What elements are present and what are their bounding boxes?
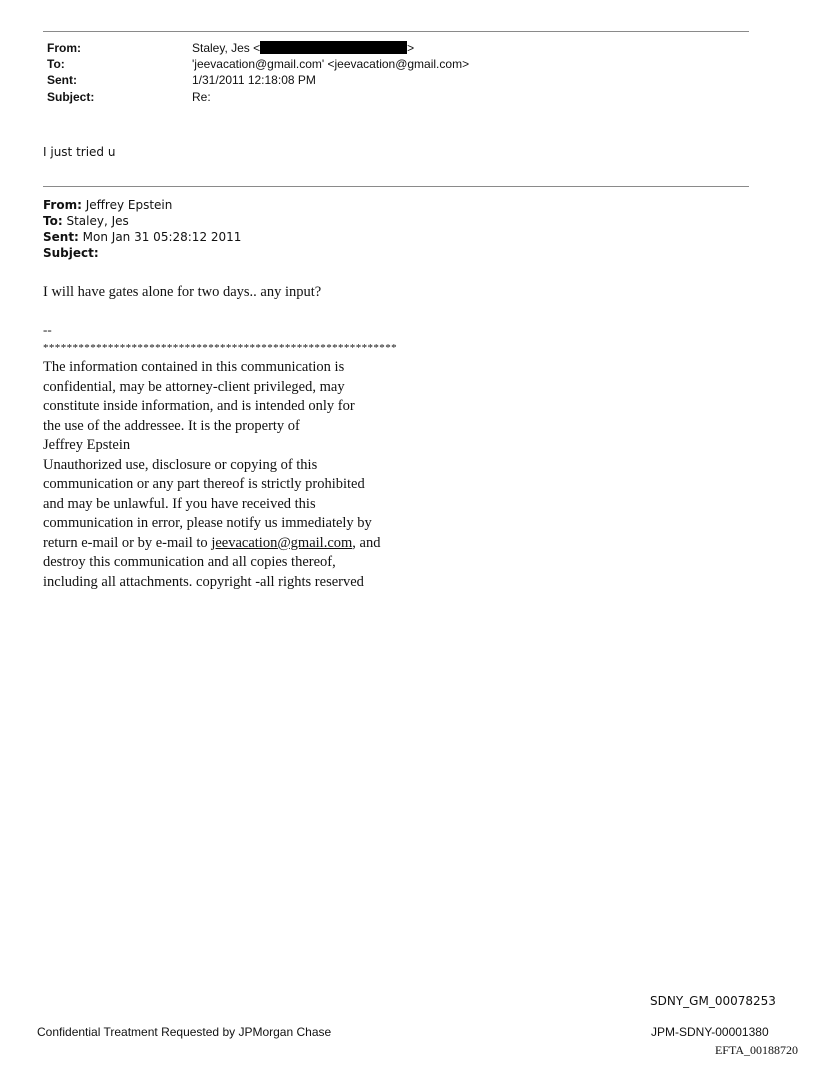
reply-body: I just tried u (43, 145, 116, 159)
to-label: To: (47, 57, 65, 71)
quoted-email-header (43, 197, 241, 261)
disclaimer-line: communication in error, please notify us immediately by (43, 515, 372, 531)
disclaimer-line: constitute inside information, and is intended only for (43, 398, 355, 414)
quoted-subject-row (43, 245, 241, 261)
subject-value: Re: (192, 90, 211, 104)
disclaimer-line-with-link (43, 534, 380, 554)
quoted-divider (43, 186, 749, 187)
top-divider (43, 31, 749, 32)
disclaimer-line: destroy this communication and all copies thereof, (43, 554, 336, 570)
to-value: 'jeevacation@gmail.com' <jeevacation@gmail.com> (192, 57, 470, 71)
disclaimer (43, 358, 380, 592)
disclaimer-line: and may be unlawful. If you have received this (43, 495, 316, 512)
quoted-sent-label: Sent: (43, 230, 79, 244)
disclaimer-line: The information contained in this communication is (43, 359, 345, 375)
redaction-bar (260, 41, 407, 54)
disclaimer-line-suffix: , and (352, 534, 381, 551)
from-value-prefix: Staley, Jes < (192, 41, 261, 55)
quoted-from-label: From: (43, 198, 82, 212)
message-body: I will have gates alone for two days.. any input? (43, 284, 322, 300)
quoted-subject-label: Subject: (43, 246, 99, 260)
disclaimer-line: communication or any part thereof is strictly prohibited (43, 476, 365, 492)
sent-value: 1/31/2011 12:18:08 PM (192, 73, 316, 87)
sent-label: Sent: (47, 73, 77, 87)
quoted-to-row (43, 213, 241, 229)
bates-jpm: JPM-SDNY-00001380 (651, 1025, 769, 1039)
from-value-suffix: > (407, 41, 415, 55)
signature-dashes: -- (43, 322, 52, 337)
quoted-sent-value: Mon Jan 31 05:28:12 2011 (78, 230, 242, 244)
quoted-to-value: Staley, Jes (62, 214, 129, 228)
quoted-from-row (43, 197, 241, 213)
from-value (192, 40, 414, 56)
disclaimer-line: Unauthorized use, disclosure or copying of this (43, 456, 318, 473)
disclaimer-line: including all attachments. copyright -all rights reserved (43, 573, 364, 590)
quoted-from-value: Jeffrey Epstein (81, 198, 173, 212)
quoted-to-label: To: (43, 214, 63, 228)
quoted-sent-row (43, 229, 241, 245)
confidential-footer: Confidential Treatment Requested by JPMorgan Chase (37, 1025, 332, 1039)
disclaimer-line: confidential, may be attorney-client privileged, may (43, 378, 345, 395)
from-label: From: (47, 41, 81, 55)
bates-efta: EFTA_00188720 (714, 1043, 798, 1057)
disclaimer-line: the use of the addressee. It is the property of (43, 417, 300, 434)
subject-label: Subject: (47, 90, 95, 104)
asterisk-separator: ************************************************************ (43, 342, 397, 354)
email-link[interactable]: jeevacation@gmail.com (211, 534, 353, 551)
disclaimer-line-prefix: return e-mail or by e-mail to (43, 534, 212, 551)
bates-sdny-gm: SDNY_GM_00078253 (650, 994, 776, 1008)
disclaimer-line: Jeffrey Epstein (43, 437, 131, 453)
